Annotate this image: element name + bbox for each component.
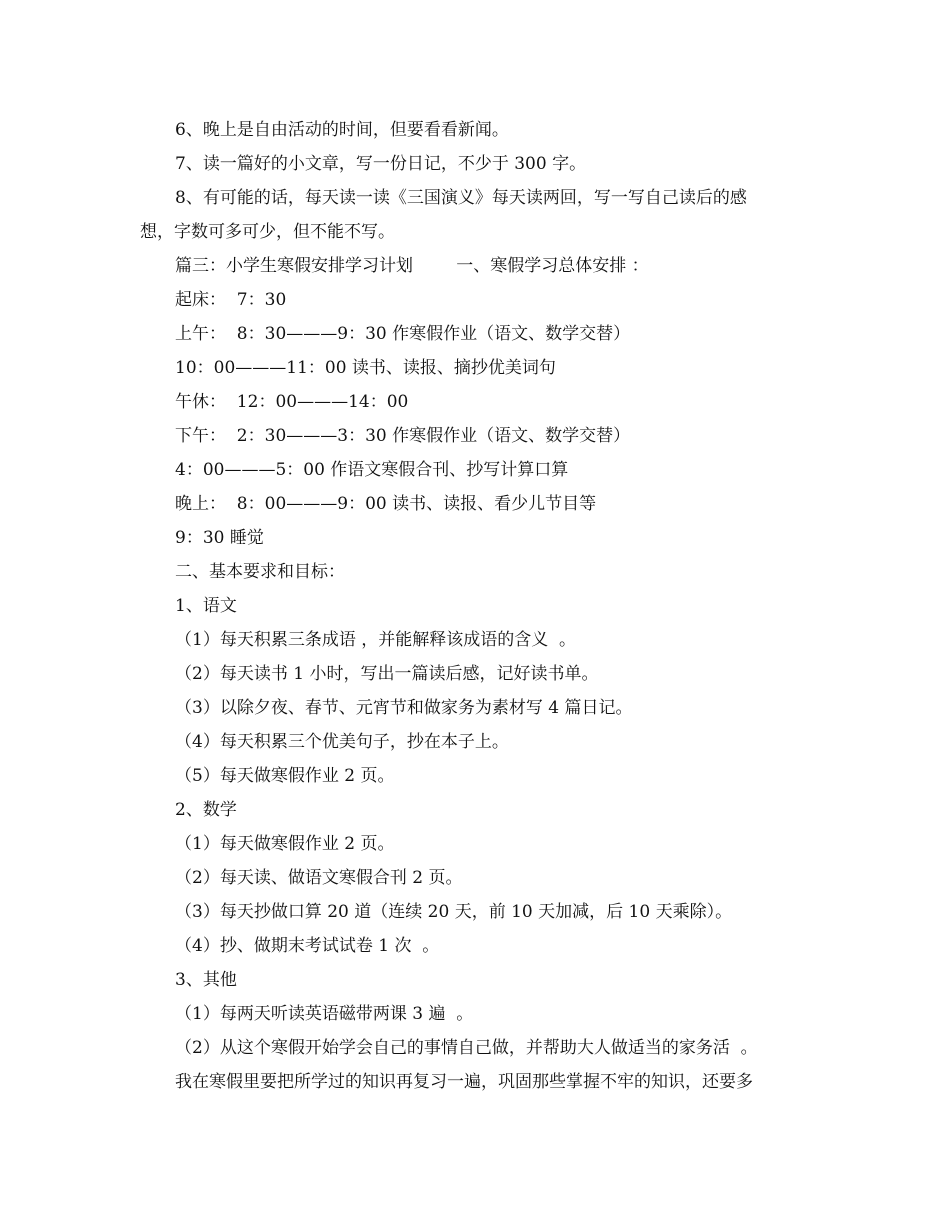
text-line: 我在寒假里要把所学过的知识再复习一遍，巩固那些掌握不牢的知识，还要多 [175,1072,753,1092]
schedule-line: 起床： 7：30 [175,290,287,310]
schedule-line: 4：00———5：00 作语文寒假合刊、抄写计算口算 [175,460,569,480]
text-line: 想，字数可多可少，但不能不写。 [140,222,395,242]
section-heading: 篇三：小学生寒假安排学习计划 一、寒假学习总体安排 ： [175,256,649,276]
subsection-heading: 3、其他 [175,970,237,990]
section-heading: 二、基本要求和目标： [175,562,345,582]
list-item: （4）每天积累三个优美句子，抄在本子上。 [175,732,509,752]
schedule-line: 9：30 睡觉 [175,528,264,548]
list-item: （1）每天做寒假作业 2 页。 [175,834,395,854]
list-item: （3）以除夕夜、春节、元宵节和做家务为素材写 4 篇日记。 [175,698,633,718]
list-item: （1）每两天听读英语磁带两课 3 遍 。 [175,1004,474,1024]
schedule-line: 午休： 12：00———14：00 [175,392,409,412]
text-line: 7、读一篇好的小文章，写一份日记，不少于 300 字。 [175,154,587,174]
list-item: （2）每天读、做语文寒假合刊 2 页。 [175,868,463,888]
text-line: 8、有可能的话，每天读一读《三国演义》每天读两回，写一写自己读后的感 [175,188,747,208]
subsection-heading: 2、数学 [175,800,237,820]
list-item: （2）每天读书 1 小时，写出一篇读后感，记好读书单。 [175,664,599,684]
text-line: 6、晚上是自由活动的时间，但要看看新闻。 [175,120,509,140]
subsection-heading: 1、语文 [175,596,237,616]
list-item: （3）每天抄做口算 20 道（连续 20 天，前 10 天加减，后 10 天乘除）。 [175,902,733,922]
schedule-line: 10：00———11：00 读书、读报、摘抄优美词句 [175,358,556,378]
schedule-line: 上午： 8：30———9：30 作寒假作业（语文、数学交替） [175,324,631,344]
schedule-line: 晚上： 8：00———9：00 读书、读报、看少儿节目等 [175,494,597,514]
list-item: （5）每天做寒假作业 2 页。 [175,766,395,786]
list-item: （2）从这个寒假开始学会自己的事情自己做，并帮助大人做适当的家务活 。 [175,1038,758,1058]
list-item: （4）抄、做期末考试试卷 1 次 。 [175,936,440,956]
list-item: （1）每天积累三条成语 ，并能解释该成语的含义 。 [175,630,577,650]
schedule-line: 下午： 2：30———3：30 作寒假作业（语文、数学交替） [175,426,631,446]
